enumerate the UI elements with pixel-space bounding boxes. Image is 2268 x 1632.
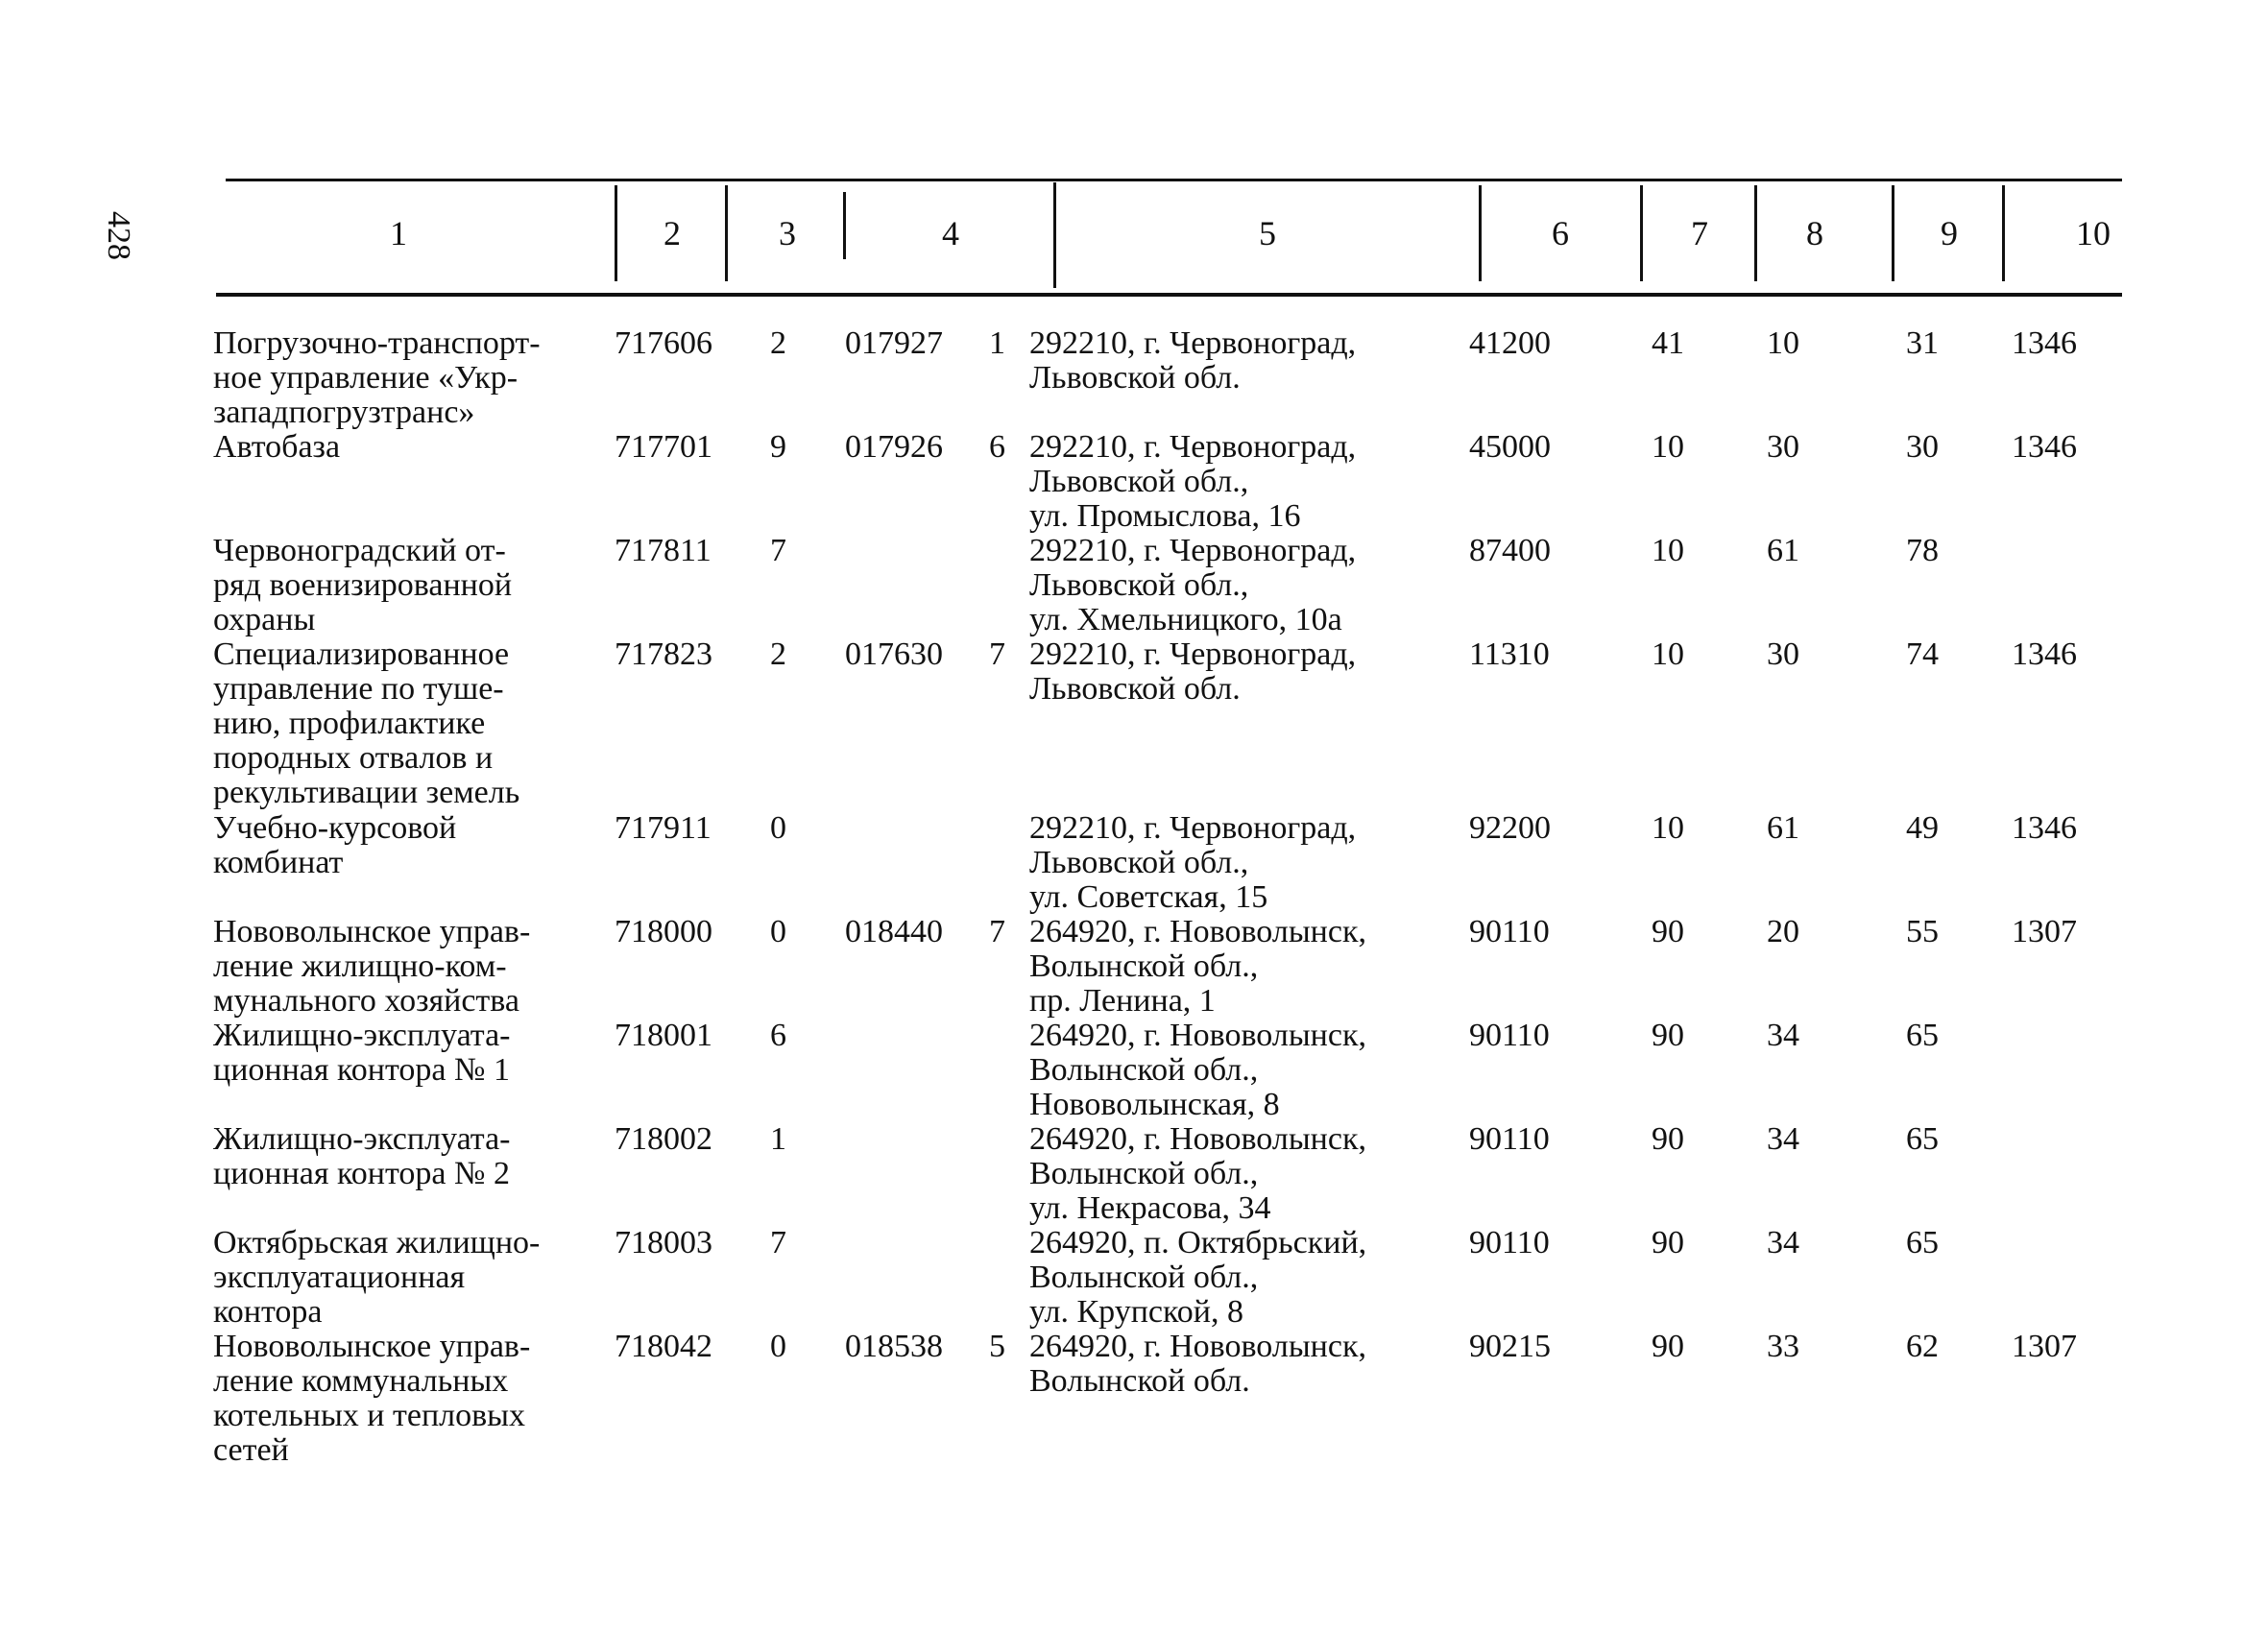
code-check-digit: 1 xyxy=(770,1121,786,1157)
address: 264920, г. Нововолынск, Волынской обл. xyxy=(1029,1329,1366,1399)
col-9-value: 65 xyxy=(1906,1225,1939,1260)
col-7-value: 10 xyxy=(1652,533,1684,568)
col-9-value: 30 xyxy=(1906,429,1939,465)
col-9-value: 78 xyxy=(1906,533,1939,568)
col-7-value: 10 xyxy=(1652,429,1684,465)
org-code: 717823 xyxy=(615,636,712,672)
org-name: Автобаза xyxy=(213,429,341,465)
address: 292210, г. Червоноград, Львовской обл., ул. Хмельницкого, 10а xyxy=(1029,533,1357,637)
col-8-value: 33 xyxy=(1767,1329,1799,1364)
org-code: 717701 xyxy=(615,429,712,465)
address: 264920, г. Нововолынск, Волынской обл., ул. Некрасова, 34 xyxy=(1029,1121,1366,1226)
col-7-value: 90 xyxy=(1652,1329,1684,1364)
org-name: Жилищно-эксплуата- ционная контора № 1 xyxy=(213,1018,511,1088)
address: 264920, г. Нововолынск, Волынской обл., Нововолынская, 8 xyxy=(1029,1018,1366,1122)
org-name: Червоноградский от- ряд военизированной охраны xyxy=(213,533,513,637)
col-7-value: 10 xyxy=(1652,810,1684,846)
header-col-5: 5 xyxy=(1259,214,1276,252)
address: 292210, г. Червоноград, Львовской обл., ул. Советская, 15 xyxy=(1029,810,1357,915)
code-check-digit: 7 xyxy=(770,533,786,568)
org-code: 718003 xyxy=(615,1225,712,1260)
okpo-check-digit: 5 xyxy=(989,1329,1005,1364)
col-8-value: 30 xyxy=(1767,429,1799,465)
col-separator xyxy=(1754,185,1757,281)
col-6-value: 90110 xyxy=(1469,914,1550,949)
col-6-value: 41200 xyxy=(1469,325,1551,361)
col-9-value: 49 xyxy=(1906,810,1939,846)
col-8-value: 34 xyxy=(1767,1018,1799,1053)
okpo-check-digit: 7 xyxy=(989,914,1005,949)
col-7-value: 90 xyxy=(1652,914,1684,949)
col-6-value: 87400 xyxy=(1469,533,1551,568)
col-10-value: 1346 xyxy=(2012,429,2077,465)
col-6-value: 11310 xyxy=(1469,636,1550,672)
col-7-value: 90 xyxy=(1652,1225,1684,1260)
okpo-code: 017630 xyxy=(845,636,943,672)
col-6-value: 90110 xyxy=(1469,1225,1550,1260)
header-col-8: 8 xyxy=(1806,214,1823,252)
code-check-digit: 0 xyxy=(770,914,786,949)
org-name: Погрузочно-транспорт- ное управление «Укр- западпогрузтранс» xyxy=(213,325,541,430)
col-9-value: 65 xyxy=(1906,1018,1939,1053)
org-name: Учебно-курсовой комбинат xyxy=(213,810,457,880)
col-6-value: 92200 xyxy=(1469,810,1551,846)
col-separator xyxy=(725,185,728,281)
col-8-value: 61 xyxy=(1767,533,1799,568)
col-6-value: 90110 xyxy=(1469,1121,1550,1157)
col-8-value: 20 xyxy=(1767,914,1799,949)
org-name: Жилищно-эксплуата- ционная контора № 2 xyxy=(213,1121,511,1191)
code-check-digit: 0 xyxy=(770,1329,786,1364)
header-col-3: 3 xyxy=(779,214,796,252)
col-6-value: 90110 xyxy=(1469,1018,1550,1053)
org-name: Нововолынское управ- ление жилищно-ком- мунального хозяйства xyxy=(213,914,531,1019)
col-9-value: 65 xyxy=(1906,1121,1939,1157)
col-9-value: 74 xyxy=(1906,636,1939,672)
header-col-4: 4 xyxy=(942,214,959,252)
col-6-value: 90215 xyxy=(1469,1329,1551,1364)
col-9-value: 31 xyxy=(1906,325,1939,361)
address: 264920, г. Нововолынск, Волынской обл., пр. Ленина, 1 xyxy=(1029,914,1366,1019)
org-name: Нововолынское управ- ление коммунальных котельных и тепловых сетей xyxy=(213,1329,531,1468)
col-7-value: 41 xyxy=(1652,325,1684,361)
org-code: 717911 xyxy=(615,810,712,846)
table-top-rule xyxy=(226,179,2122,181)
header-col-7: 7 xyxy=(1691,214,1708,252)
col-10-value: 1307 xyxy=(2012,914,2077,949)
col-9-value: 62 xyxy=(1906,1329,1939,1364)
col-10-value: 1346 xyxy=(2012,810,2077,846)
col-7-value: 90 xyxy=(1652,1121,1684,1157)
code-check-digit: 9 xyxy=(770,429,786,465)
col-8-value: 34 xyxy=(1767,1121,1799,1157)
address: 264920, п. Октябрьский, Волынской обл., ул. Крупской, 8 xyxy=(1029,1225,1367,1330)
header-col-2: 2 xyxy=(664,214,681,252)
col-10-value: 1346 xyxy=(2012,636,2077,672)
col-7-value: 10 xyxy=(1652,636,1684,672)
col-separator xyxy=(1479,185,1482,281)
address: 292210, г. Червоноград, Львовской обл. xyxy=(1029,636,1357,707)
okpo-code: 018538 xyxy=(845,1329,943,1364)
okpo-check-digit: 1 xyxy=(989,325,1005,361)
col-8-value: 61 xyxy=(1767,810,1799,846)
header-col-9: 9 xyxy=(1941,214,1958,252)
col-8-value: 10 xyxy=(1767,325,1799,361)
okpo-check-digit: 7 xyxy=(989,636,1005,672)
code-check-digit: 2 xyxy=(770,325,786,361)
code-check-digit: 6 xyxy=(770,1018,786,1053)
org-code: 718002 xyxy=(615,1121,712,1157)
col-8-value: 34 xyxy=(1767,1225,1799,1260)
code-check-digit: 0 xyxy=(770,810,786,846)
org-code: 718042 xyxy=(615,1329,712,1364)
address: 292210, г. Червоноград, Львовской обл. xyxy=(1029,325,1357,396)
header-col-10: 10 xyxy=(2076,214,2111,252)
okpo-code: 017926 xyxy=(845,429,943,465)
okpo-code: 018440 xyxy=(845,914,943,949)
org-code: 717811 xyxy=(615,533,712,568)
col-separator xyxy=(2002,185,2005,281)
col-9-value: 55 xyxy=(1906,914,1939,949)
col-separator xyxy=(1053,182,1056,288)
page-number: 428 xyxy=(101,211,136,260)
org-code: 717606 xyxy=(615,325,712,361)
col-6-value: 45000 xyxy=(1469,429,1551,465)
table-header-rule xyxy=(216,293,2122,297)
header-col-1: 1 xyxy=(390,214,407,252)
header-col-6: 6 xyxy=(1552,214,1569,252)
org-name: Октябрьская жилищно- эксплуатационная контора xyxy=(213,1225,541,1330)
code-check-digit: 7 xyxy=(770,1225,786,1260)
org-code: 718000 xyxy=(615,914,712,949)
org-name: Специализированное управление по туше- нию, профилактике породных отвалов и рекультивации земель xyxy=(213,636,520,810)
col-separator xyxy=(615,185,617,281)
address: 292210, г. Червоноград, Львовской обл., ул. Промыслова, 16 xyxy=(1029,429,1357,534)
col-10-value: 1346 xyxy=(2012,325,2077,361)
code-check-digit: 2 xyxy=(770,636,786,672)
col-separator xyxy=(843,192,846,259)
okpo-code: 017927 xyxy=(845,325,943,361)
okpo-check-digit: 6 xyxy=(989,429,1005,465)
col-separator xyxy=(1640,185,1643,281)
col-separator xyxy=(1892,185,1894,281)
col-7-value: 90 xyxy=(1652,1018,1684,1053)
org-code: 718001 xyxy=(615,1018,712,1053)
col-8-value: 30 xyxy=(1767,636,1799,672)
col-10-value: 1307 xyxy=(2012,1329,2077,1364)
